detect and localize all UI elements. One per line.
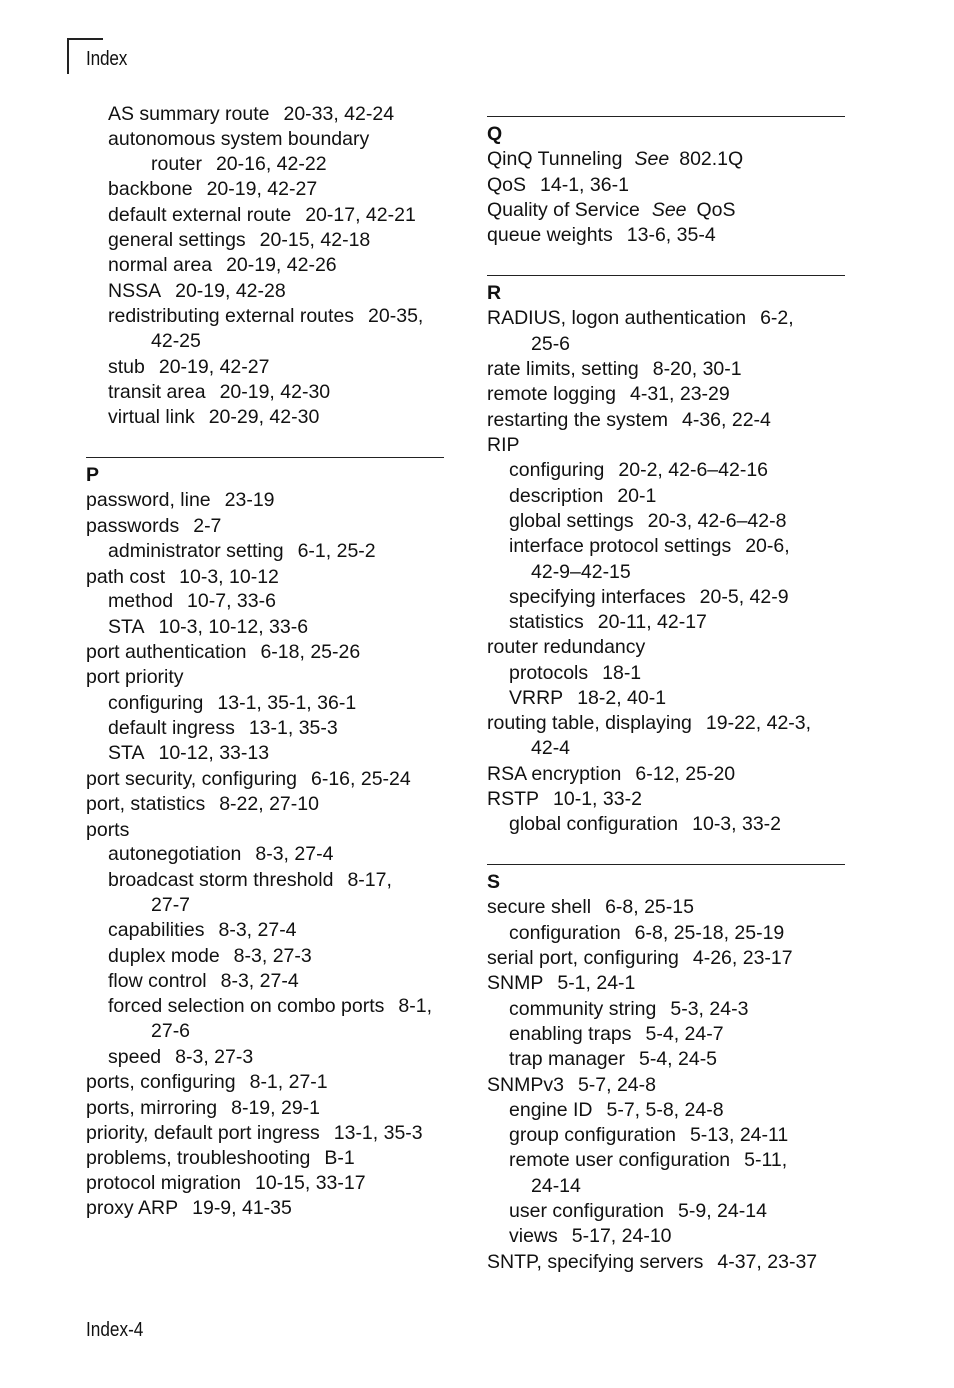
- page-locators: 19-9, 41-35: [192, 1197, 292, 1219]
- section-divider: [487, 275, 845, 276]
- page-locators: 4-36, 22-4: [681, 409, 771, 431]
- index-term: broadcast storm threshold: [108, 869, 334, 891]
- index-term: autonegotiation: [108, 843, 242, 865]
- index-term: statistics: [509, 611, 584, 633]
- index-term: default external route: [108, 204, 292, 226]
- page-locators: 13-1, 35-1, 36-1: [217, 692, 357, 714]
- index-subentry: [86, 102, 394, 127]
- page-locators: 8-3, 27-4: [220, 970, 299, 992]
- index-subentry: [86, 589, 276, 614]
- index-subentry: [487, 484, 656, 509]
- index-entry: [487, 173, 629, 198]
- page-locators: 2-7: [193, 515, 222, 537]
- index-subentry: [86, 842, 333, 867]
- index-entry-continuation: [487, 560, 631, 585]
- index-entry: [487, 357, 742, 382]
- page-locators: 8-1,: [398, 995, 433, 1017]
- page-locators: 10-12, 33-13: [158, 742, 270, 764]
- index-entry: [86, 1146, 355, 1171]
- corner-mark-vertical: [67, 38, 69, 74]
- page-locators: 20-2, 42-6–42-16: [618, 459, 769, 481]
- index-term: port authentication: [86, 641, 247, 663]
- index-term: 25-6: [531, 333, 571, 355]
- index-term: Quality of Service: [487, 199, 640, 221]
- index-term: global settings: [509, 510, 634, 532]
- index-term: community string: [509, 998, 657, 1020]
- index-term: interface protocol settings: [509, 535, 732, 557]
- index-subentry: [86, 716, 338, 741]
- page-locators: B-1: [324, 1147, 355, 1169]
- see-target: 802.1Q: [679, 148, 744, 170]
- page-locators: 5-9, 24-14: [678, 1200, 767, 1222]
- index-entry: [487, 1250, 817, 1275]
- index-term: port priority: [86, 666, 184, 688]
- index-subentry: [86, 741, 269, 766]
- index-term: 42-4: [531, 737, 571, 759]
- index-term: problems, troubleshooting: [86, 1147, 311, 1169]
- see-reference: See: [634, 148, 670, 170]
- index-subentry: [86, 994, 432, 1019]
- index-term: rate limits, setting: [487, 358, 639, 380]
- page-locators: 18-1: [602, 662, 642, 684]
- page-locators: 8-3, 27-3: [175, 1046, 254, 1068]
- index-term: secure shell: [487, 896, 592, 918]
- index-term: 27-6: [151, 1020, 191, 1042]
- index-term: priority, default port ingress: [86, 1122, 320, 1144]
- index-term: ports: [86, 819, 130, 841]
- index-entry: [86, 488, 275, 513]
- index-term: port, statistics: [86, 793, 206, 815]
- section-divider: [86, 457, 444, 458]
- index-entry: [487, 382, 730, 407]
- index-entry: [487, 946, 793, 971]
- index-subentry: [86, 127, 369, 152]
- page-locators: 20-19, 42-26: [226, 254, 337, 276]
- page-locators: 20-15, 42-18: [259, 229, 371, 251]
- index-subentry: [86, 918, 297, 943]
- page-locators: 4-31, 23-29: [630, 383, 730, 405]
- index-subentry: [86, 177, 317, 202]
- index-term: RADIUS, logon authentication: [487, 307, 747, 329]
- index-term: method: [108, 590, 174, 612]
- index-term: user configuration: [509, 1200, 665, 1222]
- page-locators: 4-37, 23-37: [717, 1251, 818, 1273]
- index-subentry: [487, 1148, 787, 1173]
- index-term: remote logging: [487, 383, 616, 405]
- index-term: router redundancy: [487, 636, 646, 658]
- index-term: forced selection on combo ports: [108, 995, 385, 1017]
- index-term: default ingress: [108, 717, 235, 739]
- index-subentry: [487, 921, 784, 946]
- page-locators: 8-22, 27-10: [219, 793, 319, 815]
- page-locators: 8-20, 30-1: [652, 358, 742, 380]
- index-entry: [487, 971, 635, 996]
- page-locators: 20-3, 42-6–42-8: [647, 510, 787, 532]
- page-locators: 18-2, 40-1: [577, 687, 667, 709]
- index-entry: [487, 635, 645, 660]
- index-term: ports, configuring: [86, 1071, 236, 1093]
- page-locators: 20-19, 42-27: [206, 178, 318, 200]
- index-term: engine ID: [509, 1099, 593, 1121]
- page-locators: 6-18, 25-26: [260, 641, 361, 663]
- page-locators: 10-3, 10-12: [179, 566, 279, 588]
- index-term: VRRP: [509, 687, 564, 709]
- index-subentry: [86, 279, 286, 304]
- index-subentry: [487, 812, 781, 837]
- page-locators: 20-35,: [368, 305, 424, 327]
- index-term: QinQ Tunneling: [487, 148, 623, 170]
- page-locators: 5-4, 24-5: [638, 1048, 718, 1070]
- index-entry: [86, 640, 360, 665]
- index-term: restarting the system: [487, 409, 668, 431]
- page-locators: 10-3, 10-12, 33-6: [158, 616, 309, 638]
- page-locators: 5-11,: [744, 1149, 788, 1171]
- index-subentry: [86, 203, 416, 228]
- index-entry: [487, 762, 735, 787]
- index-term: flow control: [108, 970, 207, 992]
- index-term: virtual link: [108, 406, 195, 428]
- index-term: specifying interfaces: [509, 586, 686, 608]
- index-subentry: [86, 355, 269, 380]
- index-entry: [86, 1196, 292, 1221]
- index-term: STA: [108, 742, 145, 764]
- page-locators: 5-4, 24-7: [645, 1023, 724, 1045]
- page-locators: 6-2,: [760, 307, 794, 329]
- index-subentry: [487, 1047, 717, 1072]
- index-term: QoS: [487, 174, 527, 196]
- section-letter: R: [487, 282, 502, 304]
- page-locators: 13-1, 35-3: [333, 1122, 423, 1144]
- index-term: RIP: [487, 434, 520, 456]
- index-term: 42-9–42-15: [531, 561, 631, 583]
- index-entry-continuation: [487, 736, 570, 761]
- see-target: QoS: [696, 199, 736, 221]
- page-locators: 5-1, 24-1: [557, 972, 636, 994]
- page-locators: 8-3, 27-3: [233, 945, 312, 967]
- page-locators: 19-22, 42-3,: [705, 712, 812, 734]
- index-term: group configuration: [509, 1124, 676, 1146]
- index-entry: [86, 818, 129, 843]
- index-term: protocol migration: [86, 1172, 241, 1194]
- page-locators: 14-1, 36-1: [540, 174, 629, 196]
- page-locators: 5-3, 24-3: [670, 998, 749, 1020]
- index-entry: [86, 1096, 320, 1121]
- index-subentry: [487, 1022, 724, 1047]
- page-locators: 8-3, 27-4: [255, 843, 334, 865]
- index-entry: [86, 565, 279, 590]
- index-entry: [86, 1171, 366, 1196]
- index-term: autonomous system boundary: [108, 128, 370, 150]
- page-locators: 5-7, 5-8, 24-8: [606, 1099, 724, 1121]
- index-term: RSA encryption: [487, 763, 622, 785]
- page-locators: 23-19: [224, 489, 275, 511]
- index-entry: [487, 895, 694, 920]
- index-term: NSSA: [108, 280, 162, 302]
- page-locators: 10-3, 33-2: [692, 813, 782, 835]
- section-letter: P: [86, 464, 100, 486]
- index-subentry: [86, 539, 376, 564]
- page-locators: 6-8, 25-18, 25-19: [634, 922, 785, 944]
- index-entry: [487, 711, 811, 736]
- page-locators: 20-16, 42-22: [215, 153, 327, 175]
- page-locators: 10-7, 33-6: [187, 590, 276, 612]
- page-locators: 5-7, 24-8: [577, 1074, 656, 1096]
- page-locators: 4-26, 23-17: [692, 947, 793, 969]
- page-locators: 20-6,: [745, 535, 790, 557]
- index-entry-continuation: [86, 893, 190, 918]
- page-locators: 5-13, 24-11: [689, 1124, 789, 1146]
- index-entry: [487, 198, 736, 223]
- index-term: remote user configuration: [509, 1149, 731, 1171]
- index-subentry: [487, 585, 789, 610]
- page-locators: 8-1, 27-1: [249, 1071, 328, 1093]
- index-term: AS summary route: [108, 103, 270, 125]
- page-locators: 6-12, 25-20: [635, 763, 736, 785]
- page-locators: 20-19, 42-27: [158, 356, 270, 378]
- index-term: capabilities: [108, 919, 205, 941]
- index-subentry: [487, 509, 786, 534]
- index-term: ports, mirroring: [86, 1097, 218, 1119]
- index-entry: [487, 408, 771, 433]
- index-subentry: [86, 253, 337, 278]
- index-entry: [86, 514, 221, 539]
- index-term: normal area: [108, 254, 213, 276]
- index-subentry: [487, 1199, 767, 1224]
- index-term: administrator setting: [108, 540, 284, 562]
- page-locators: 20-19, 42-28: [175, 280, 286, 302]
- page-locators: 6-16, 25-24: [311, 768, 411, 790]
- index-subentry: [487, 1098, 724, 1123]
- index-term: speed: [108, 1046, 162, 1068]
- page-locators: 8-3, 27-4: [218, 919, 297, 941]
- index-term: enabling traps: [509, 1023, 632, 1045]
- index-subentry: [86, 228, 370, 253]
- index-term: path cost: [86, 566, 166, 588]
- page-locators: 5-17, 24-10: [571, 1225, 672, 1247]
- index-term: RSTP: [487, 788, 540, 810]
- index-term: configuration: [509, 922, 621, 944]
- index-term: SNTP, specifying servers: [487, 1251, 704, 1273]
- index-subentry: [487, 661, 641, 686]
- see-reference: See: [651, 199, 687, 221]
- index-term: router: [151, 153, 202, 175]
- index-subentry: [487, 1224, 672, 1249]
- page-locators: 20-17, 42-21: [305, 204, 416, 226]
- page-locators: 8-17,: [347, 869, 392, 891]
- page-locators: 10-1, 33-2: [553, 788, 642, 810]
- index-subentry: [487, 458, 768, 483]
- index-term: general settings: [108, 229, 246, 251]
- index-subentry: [86, 615, 308, 640]
- index-entry: [487, 433, 520, 458]
- corner-mark-horizontal: [67, 38, 103, 40]
- index-subentry: [86, 944, 312, 969]
- page-locators: 20-5, 42-9: [699, 586, 789, 608]
- index-term: protocols: [509, 662, 589, 684]
- index-entry-continuation: [86, 329, 201, 354]
- index-term: port security, configuring: [86, 768, 297, 790]
- section-divider: [487, 864, 845, 865]
- section-letter: Q: [487, 123, 503, 145]
- index-term: 42-25: [151, 330, 201, 352]
- index-subentry: [487, 997, 748, 1022]
- index-term: transit area: [108, 381, 206, 403]
- page-locators: 20-1: [617, 485, 657, 507]
- page-locators: 6-1, 25-2: [297, 540, 376, 562]
- index-term: SNMPv3: [487, 1074, 564, 1096]
- page-locators: 13-6, 35-4: [626, 224, 716, 246]
- index-term: SNMP: [487, 972, 544, 994]
- index-term: serial port, configuring: [487, 947, 679, 969]
- index-term: STA: [108, 616, 145, 638]
- index-entry: [86, 1070, 328, 1095]
- index-term: queue weights: [487, 224, 613, 246]
- index-entry-continuation: [86, 1019, 190, 1044]
- index-subentry: [86, 380, 330, 405]
- running-header: Index: [86, 48, 128, 70]
- section-letter: S: [487, 871, 501, 893]
- page-locators: 20-11, 42-17: [597, 611, 707, 633]
- index-entry-continuation: [487, 332, 570, 357]
- index-entry: [487, 306, 794, 331]
- index-term: stub: [108, 356, 145, 378]
- index-term: 27-7: [151, 894, 191, 916]
- section-divider: [487, 116, 845, 117]
- page-locators: 20-33, 42-24: [283, 103, 395, 125]
- index-term: configuring: [108, 692, 204, 714]
- index-entry: [86, 767, 411, 792]
- index-term: duplex mode: [108, 945, 220, 967]
- index-term: description: [509, 485, 604, 507]
- index-entry-continuation: [86, 152, 327, 177]
- index-entry: [487, 787, 642, 812]
- index-entry-continuation: [487, 1174, 581, 1199]
- index-subentry: [487, 610, 707, 635]
- index-term: global configuration: [509, 813, 679, 835]
- index-term: configuring: [509, 459, 605, 481]
- page-locators: 13-1, 35-3: [248, 717, 338, 739]
- page-locators: 20-19, 42-30: [219, 381, 331, 403]
- index-subentry: [86, 1045, 253, 1070]
- index-term: redistributing external routes: [108, 305, 355, 327]
- index-entry: [487, 1073, 656, 1098]
- index-term: trap manager: [509, 1048, 625, 1070]
- page-locators: 6-8, 25-15: [605, 896, 694, 918]
- index-term: views: [509, 1225, 558, 1247]
- index-subentry: [487, 1123, 788, 1148]
- page-locators: 10-15, 33-17: [255, 1172, 366, 1194]
- index-entry: [487, 147, 743, 172]
- index-term: password, line: [86, 489, 211, 511]
- index-entry: [86, 792, 319, 817]
- index-entry: [487, 223, 716, 248]
- index-subentry: [86, 969, 299, 994]
- index-subentry: [86, 691, 356, 716]
- index-term: routing table, displaying: [487, 712, 692, 734]
- index-subentry: [86, 868, 392, 893]
- index-subentry: [86, 304, 423, 329]
- index-term: passwords: [86, 515, 180, 537]
- index-subentry: [86, 405, 319, 430]
- page-locators: 20-29, 42-30: [208, 406, 320, 428]
- index-entry: [86, 1121, 423, 1146]
- index-term: proxy ARP: [86, 1197, 179, 1219]
- page-locators: 8-19, 29-1: [231, 1097, 321, 1119]
- index-subentry: [487, 686, 666, 711]
- index-term: backbone: [108, 178, 193, 200]
- index-subentry: [487, 534, 790, 559]
- index-term: 24-14: [531, 1175, 581, 1197]
- index-entry: [86, 665, 184, 690]
- page-number: Index-4: [86, 1319, 144, 1341]
